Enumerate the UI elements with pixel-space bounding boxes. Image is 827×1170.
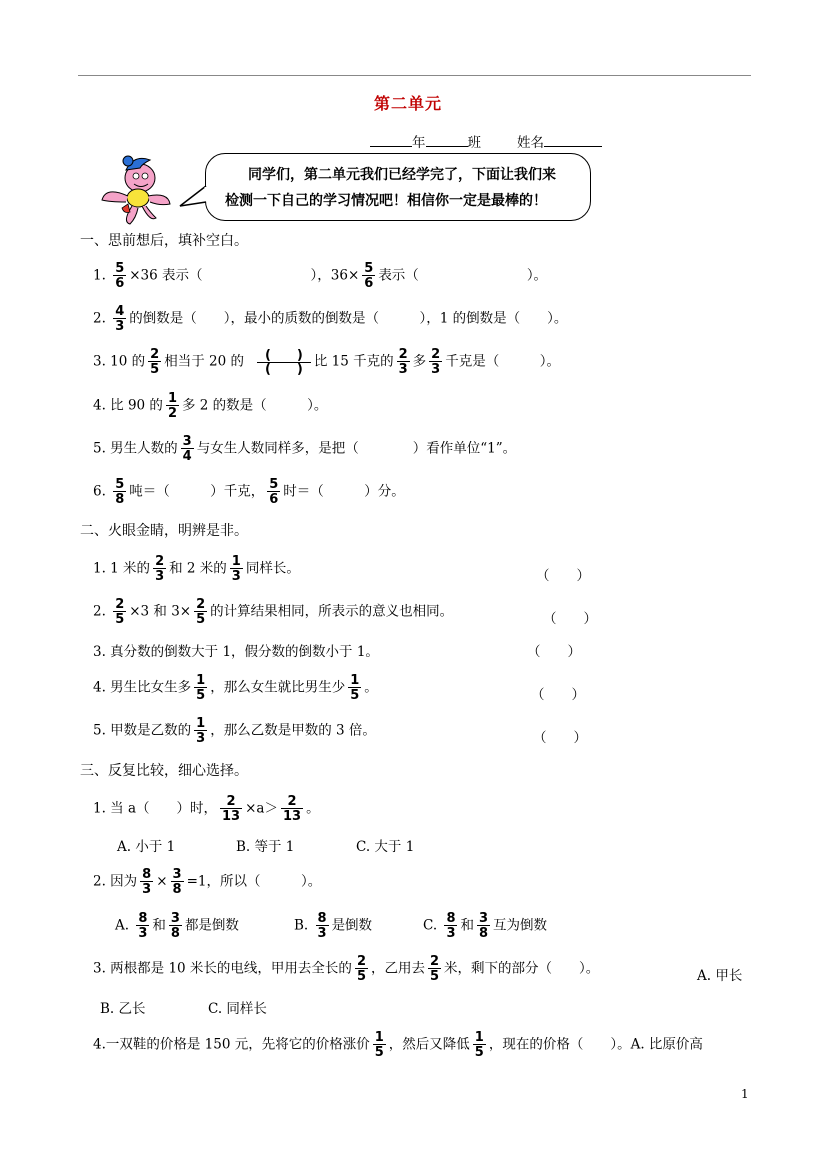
fraction: $\frac{1}{5}$ [196,673,206,703]
s3-q1-option-b[interactable]: B. 等于 1 [236,839,295,855]
fraction: $\frac{5}{8}$ [115,477,125,507]
fraction: $\frac{2}{3}$ [398,347,408,377]
grade-blank[interactable] [370,134,412,147]
fraction: $\frac{2}{3}$ [431,347,441,377]
fraction: $\frac{3}{8}$ [478,911,489,941]
fraction: $\frac{8}{3}$ [446,911,456,941]
s3-q3-option-b[interactable]: B. 乙长 [100,1001,146,1017]
fraction: $\frac{2}{13}$ [282,794,302,824]
page-title: 第二单元 [374,94,443,113]
fraction: $\frac{2}{5}$ [429,954,440,984]
fraction: $\frac{1}{3}$ [196,716,206,746]
s2-q5-answer[interactable]: （ ） [533,730,587,746]
fraction: $\frac{8}{3}$ [138,911,148,941]
s2-question-1: 1. 1 米的 $\frac{2}{3}$ 和 2 米的 $\frac{1}{3}$ 同样长。 [93,554,300,584]
fraction: $\frac{3}{4}$ [182,434,192,464]
s3-q3-option-c[interactable]: C. 同样长 [208,1001,267,1017]
s2-q1-answer[interactable]: （ ） [536,568,590,584]
s2-question-4: 4. 男生比女生多 $\frac{1}{5}$ ，那么女生就比男生少 $\frac{1}{5}$ 。 [93,673,378,703]
fraction: $\frac{8}{3}$ [317,911,327,941]
fraction: $\frac{1}{5}$ [474,1030,484,1060]
section-3-heading: 三、反复比较，细心选择。 [80,763,248,779]
s3-q2-option-c[interactable]: C. $\frac{8}{3}$ 和 $\frac{3}{8}$ 互为倒数 [423,911,548,941]
s1-question-6: 6. $\frac{5}{8}$ 吨＝（ ）千克， $\frac{5}{6}$ 时＝（ ）分。 [93,477,405,507]
fraction: $\frac{2}{3}$ [155,554,165,584]
bubble-tail [178,184,208,210]
fraction: $\frac{4}{3}$ [115,304,125,334]
fraction: $\frac{1}{3}$ [231,554,241,584]
s1-question-3: 3. 10 的 $\frac{2}{5}$ 相当于 20 的 $\frac{( )}{( )}$ 比 15 千克的 $\frac{2}{3}$ 多 $\frac{2}{3}$ 千克是（ ）。 [93,347,560,377]
fraction-blank[interactable]: $\frac{( )}{( )}$ [257,349,311,376]
section-1-heading: 一、思前想后，填补空白。 [80,233,248,249]
s1-question-2: 2. $\frac{4}{3}$ 的倒数是（ ），最小的质数的倒数是（ ），1 的倒数是（ ）。 [93,304,568,334]
s3-q1-option-a[interactable]: A. 小于 1 [117,839,176,855]
fraction: $\frac{1}{2}$ [167,391,177,421]
s1-question-4: 4. 比 90 的 $\frac{1}{2}$ 多 2 的数是（ ）。 [93,391,328,421]
section-2-heading: 二、火眼金睛，明辨是非。 [80,523,248,539]
s3-question-2: 2. 因为 $\frac{8}{3}$ × $\frac{3}{8}$ =1，所以（ ）。 [93,867,322,897]
s2-q3-answer[interactable]: （ ） [527,644,581,660]
s3-question-1: 1. 当 a（ ）时， $\frac{2}{13}$ ×a＞ $\frac{2}{13}$ 。 [93,794,320,824]
page-number: 1 [741,1087,749,1101]
fraction: $\frac{5}{6}$ [364,261,374,291]
fraction: $\frac{8}{3}$ [142,867,152,897]
s1-question-5: 5. 男生人数的 $\frac{3}{4}$ 与女生人数同样多，是把（ ）看作单位“1”。 [93,434,517,464]
bubble-line-1: 同学们，第二单元我们已经学完了，下面让我们来 [248,167,556,183]
fraction: $\frac{1}{5}$ [350,673,360,703]
fraction: $\frac{5}{6}$ [269,477,279,507]
s3-q1-option-c[interactable]: C. 大于 1 [356,839,415,855]
fraction: $\frac{3}{8}$ [170,911,180,941]
fraction: $\frac{2}{13}$ [222,794,241,824]
fraction: $\frac{2}{5}$ [115,597,125,627]
s2-question-3: 3. 真分数的倒数大于 1，假分数的倒数小于 1。 [93,644,379,660]
name-blank[interactable] [544,134,602,147]
fraction: $\frac{2}{5}$ [356,954,366,984]
student-info: 年 班 姓名 [370,131,602,151]
s2-question-2: 2. $\frac{2}{5}$ ×3 和 3× $\frac{2}{5}$ 的计算结果相同，所表示的意义也相同。 [93,597,454,627]
s2-q2-answer[interactable]: （ ） [543,611,597,627]
s3-question-4: 4.一双鞋的价格是 150 元，先将它的价格涨价 $\frac{1}{5}$ ，然后又降低 $\frac{1}{5}$ ，现在的价格（ ）。A. 比原价高 [93,1030,703,1060]
fraction: $\frac{2}{5}$ [196,597,206,627]
s2-q4-answer[interactable]: （ ） [531,687,585,703]
bubble-line-2: 检测一下自己的学习情况吧！相信你一定是最棒的！ [225,193,547,209]
fraction: $\frac{2}{5}$ [150,347,160,377]
fraction: $\frac{3}{8}$ [172,867,182,897]
s1-question-1: 1. $\frac{5}{6}$ ×36 表示（ ），36× $\frac{5}{6}$ 表示（ ）。 [93,261,548,291]
header-rule [78,75,751,76]
s2-question-5: 5. 甲数是乙数的 $\frac{1}{3}$ ，那么乙数是甲数的 3 倍。 [93,716,376,746]
s3-q2-option-a[interactable]: A. $\frac{8}{3}$ 和 $\frac{3}{8}$ 都是倒数 [115,911,239,941]
s3-q2-option-b[interactable]: B. $\frac{8}{3}$ 是倒数 [294,911,373,941]
s3-q3-option-a[interactable]: A. 甲长 [697,968,743,984]
mascot-illustration [96,152,172,226]
fraction: $\frac{5}{6}$ [115,261,125,291]
s3-question-3: 3. 两根都是 10 米长的电线，甲用去全长的 $\frac{2}{5}$ ，乙用去 $\frac{2}{5}$ 米，剩下的部分（ ）。 [93,954,600,984]
class-blank[interactable] [426,134,468,147]
fraction: $\frac{1}{5}$ [374,1030,384,1060]
